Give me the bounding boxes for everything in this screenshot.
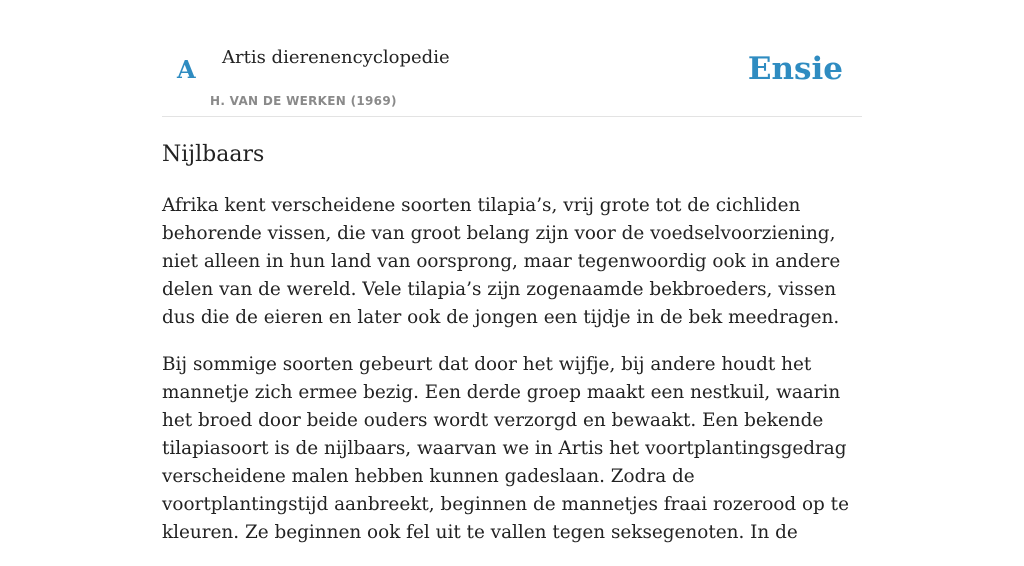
- entry-body: [162, 192, 864, 566]
- entry-paragraph-2: Bij sommige soorten gebeurt dat door het wijfje, bij andere houdt het mannetje zich ermee bezig. Een derde groep maakt een nestkuil, waarin het broed door beide ouders wordt verzorgd en bewaakt. Een bekende tilapiasoort is de nijlbaars, waarvan we in Artis het voortplantingsgedrag verscheidene malen hebben kunnen gadeslaan. Zodra de voortplantingstijd aanbreekt, beginnen de mannetjes fraai rozerood op te kleuren. Ze beginnen ook fel uit te vallen tegen seksegenoten. In de: [162, 354, 849, 543]
- work-logo-letter[interactable]: A: [177, 55, 196, 84]
- entry-title: Nijlbaars: [162, 142, 265, 167]
- entry-paragraph-1: Afrika kent verscheidene soorten tilapia’s, vrij grote tot de cichliden behorende vissen, die van groot belang zijn voor de voedselvoorziening, niet alleen in hun land van oorsprong, maar tegenwoordig ook in andere delen van de wereld. Vele tilapia’s zijn zogenaamde bekbroeders, vissen dus die de eieren en later ook de jongen een tijdje in de bek meedragen.: [162, 195, 841, 328]
- work-title-link[interactable]: Artis dierenencyclopedie: [222, 47, 450, 68]
- ensie-logo[interactable]: Ensie: [747, 51, 843, 87]
- work-author: H. VAN DE WERKEN (1969): [210, 94, 397, 108]
- page-header: [162, 0, 862, 117]
